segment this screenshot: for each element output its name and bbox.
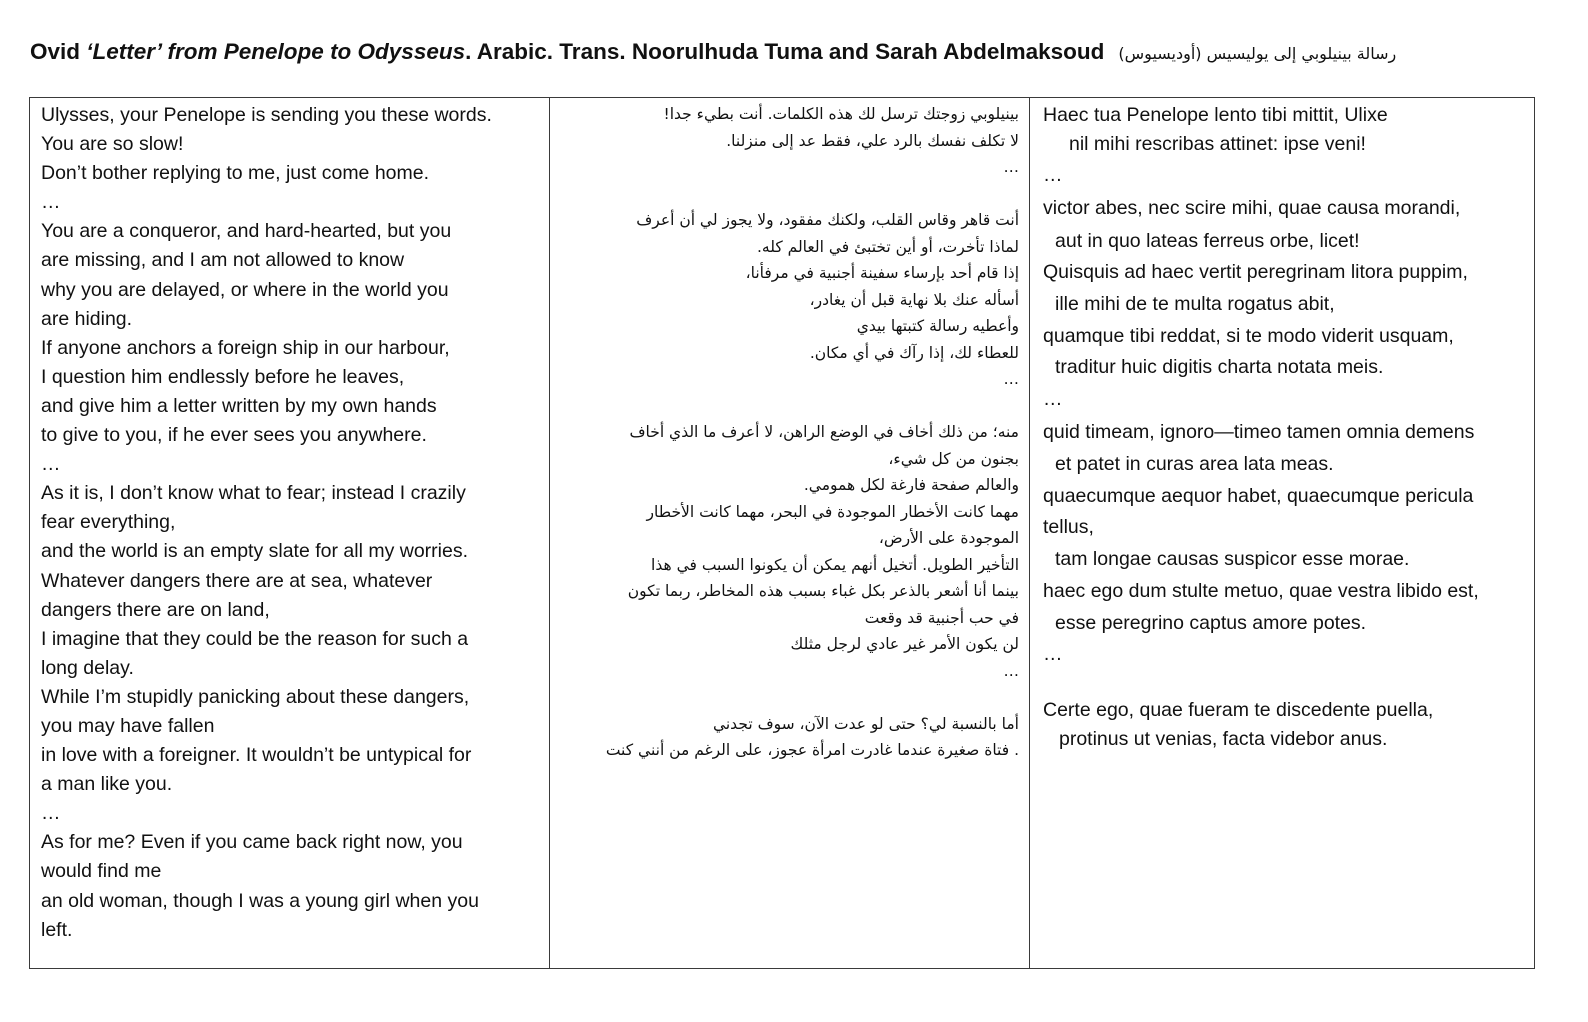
arabic-line: إذا قام أحد بإرساء سفينة أجنبية في مرفأنا، — [745, 264, 1019, 282]
english-line: Ulysses, your Penelope is sending you these words. — [41, 104, 492, 126]
english-line: As it is, I don’t know what to fear; instead I crazily — [41, 482, 466, 505]
arabic-line: مهما كانت الأخطار الموجودة في البحر، مهما كانت الأخطار — [646, 502, 1019, 521]
english-line: You are so slow! — [41, 133, 184, 156]
english-line: and the world is an empty slate for all my worries. — [41, 540, 469, 563]
arabic-line: في حب أجنبية قد وقعت — [864, 608, 1019, 627]
english-line: an old woman, though I was a young girl when you — [41, 889, 479, 912]
latin-line: tam longae causas suspicor esse morae. — [1055, 548, 1410, 570]
english-line: I question him endlessly before he leaves, — [41, 365, 405, 388]
arabic-line — [558, 684, 1019, 711]
latin-line: … — [1043, 388, 1063, 410]
arabic-line: لا تكلف نفسك بالرد علي، فقط عد إلى منزلنا. — [726, 131, 1019, 150]
english-column — [30, 98, 550, 968]
translation-table — [29, 97, 1535, 969]
arabic-line: لن يكون الأمر غير عادي لرجل مثلك — [790, 635, 1019, 653]
english-line: you may have fallen — [41, 714, 215, 737]
english-line: a man like you. — [41, 773, 173, 796]
english-line: I imagine that they could be the reason for such a — [41, 627, 469, 650]
english-line: are missing, and I am not allowed to know — [41, 249, 405, 272]
arabic-line: أنت قاهر وقاس القلب، ولكنك مفقود، ولا يجوز لي أن أعرف — [636, 211, 1019, 229]
english-line: … — [41, 802, 61, 825]
latin-line: esse peregrino captus amore potes. — [1055, 612, 1367, 634]
latin-line: haec ego dum stulte metuo, quae vestra libido est, — [1043, 580, 1479, 602]
latin-line: … — [1043, 164, 1063, 186]
latin-line: nil mihi rescribas attinet: ipse veni! — [1069, 133, 1366, 155]
arabic-line: للعطاء لك، إذا رآك في أي مكان. — [809, 343, 1019, 362]
arabic-line — [558, 393, 1019, 420]
latin-line: Certe ego, quae fueram te discedente puella, — [1043, 699, 1434, 721]
arabic-column — [550, 98, 1030, 968]
title-rest: . Arabic. Trans. Noorulhuda Tuma and Sarah Abdelmaksoud — [465, 39, 1105, 64]
english-line: As for me? Even if you came back right now, you — [41, 831, 463, 854]
latin-column — [1030, 98, 1534, 968]
english-line: Don’t bother replying to me, just come home. — [41, 162, 430, 185]
latin-line: ille mihi de te multa rogatus abit, — [1055, 293, 1335, 315]
arabic-line: بينيلوبي زوجتك ترسل لك هذه الكلمات. أنت بطيء جدا! — [663, 105, 1019, 123]
arabic-line: أما بالنسبة لي؟ حتى لو عدت الآن، سوف تجدني — [712, 714, 1019, 733]
english-line: in love with a foreigner. It wouldn’t be untypical for — [41, 744, 472, 767]
arabic-line: بينما أنا أشعر بالذعر بكل غباء بسبب هذه المخاطر، ربما تكون — [627, 582, 1019, 600]
english-line: and give him a letter written by my own hands — [41, 394, 437, 417]
english-line: dangers there are on land, — [41, 598, 270, 621]
english-line: Whatever dangers there are at sea, whatever — [41, 569, 433, 592]
title-work: ‘Letter’ from Penelope to Odysseus — [86, 39, 466, 64]
latin-line: quamque tibi reddat, si te modo viderit usquam, — [1043, 325, 1454, 347]
latin-line: quid timeam, ignoro—timeo tamen omnia demens — [1043, 421, 1475, 443]
arabic-line: … — [1003, 370, 1019, 388]
english-line: … — [41, 453, 61, 476]
arabic-line — [558, 181, 1019, 208]
latin-line: Quisquis ad haec vertit peregrinam litora puppim, — [1043, 261, 1468, 283]
latin-line: quaecumque aequor habet, quaecumque pericula — [1043, 485, 1474, 507]
arabic-line: وأعطيه رسالة كتبتها بيدي — [856, 317, 1019, 335]
english-line: are hiding. — [41, 307, 133, 330]
arabic-line: أسأله عنك بلا نهاية قبل أن يغادر، — [809, 290, 1019, 309]
arabic-line: الموجودة على الأرض، — [878, 529, 1019, 547]
title-arabic: رسالة بينيلوبي إلى يوليسيس (أوديسيوس) — [1118, 44, 1397, 63]
english-line: If anyone anchors a foreign ship in our harbour, — [41, 336, 450, 359]
english-line: long delay. — [41, 656, 134, 679]
latin-line: aut in quo lateas ferreus orbe, licet! — [1055, 230, 1360, 252]
arabic-line: لماذا تأخرت، أو أين تختبئ في العالم كله. — [756, 237, 1019, 256]
latin-line: tellus, — [1043, 516, 1094, 538]
arabic-line: منه؛ من ذلك أخاف في الوضع الراهن، لا أعرف ما الذي أخاف — [629, 423, 1019, 441]
arabic-line: والعالم صفحة فارغة لكل همومي. — [803, 476, 1019, 494]
arabic-line: . فتاة صغيرة عندما غادرت امرأة عجوز، على الرغم من أنني كنت — [605, 741, 1019, 759]
arabic-line: التأخير الطويل. أتخيل أنهم يمكن أن يكونوا السبب في هذا — [651, 555, 1019, 574]
arabic-line: … — [1003, 661, 1019, 680]
latin-line: traditur huic digitis charta notata meis. — [1055, 356, 1384, 378]
title-author: Ovid — [30, 39, 87, 64]
latin-line: victor abes, nec scire mihi, quae causa morandi, — [1043, 197, 1461, 219]
arabic-line: بجنون من كل شيء، — [888, 449, 1019, 468]
latin-line: protinus ut venias, facta videbor anus. — [1059, 728, 1388, 750]
english-line: While I’m stupidly panicking about these dangers, — [41, 685, 470, 708]
latin-line — [1043, 669, 1532, 696]
document-title — [30, 36, 1560, 70]
english-line: to give to you, if he ever sees you anywhere. — [41, 424, 427, 447]
english-line: … — [41, 191, 61, 214]
english-line: would find me — [41, 860, 162, 883]
latin-line: … — [1043, 643, 1063, 665]
latin-line: Haec tua Penelope lento tibi mittit, Ulixe — [1043, 104, 1388, 126]
arabic-line: … — [1003, 158, 1019, 176]
english-line: You are a conqueror, and hard-hearted, but you — [41, 220, 452, 243]
english-line: left. — [41, 918, 73, 941]
english-line: fear everything, — [41, 511, 176, 534]
latin-line: et patet in curas area lata meas. — [1055, 453, 1334, 475]
english-line: why you are delayed, or where in the world you — [41, 278, 449, 301]
